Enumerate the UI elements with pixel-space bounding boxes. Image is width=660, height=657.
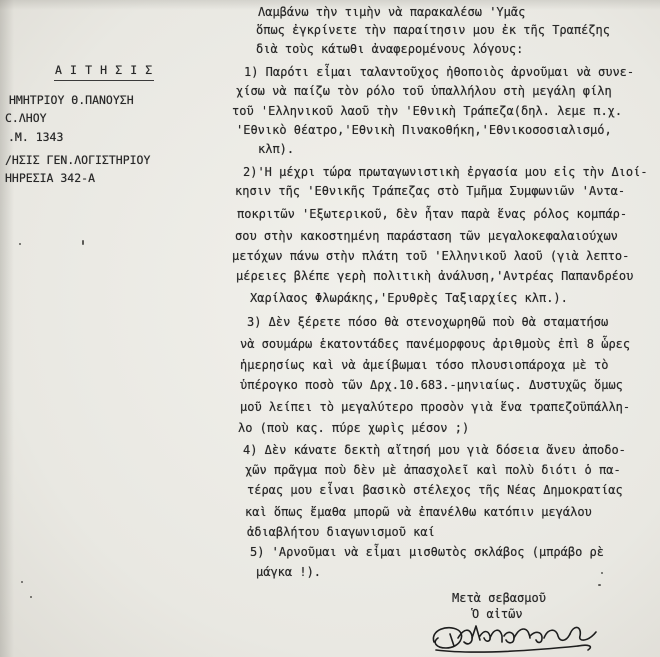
body-line: τοῦ 'Ελληνικοῦ λαοῦ τὴν 'Εθνικὴ Τράπεζα(δηλ. λεμε π.χ. xyxy=(232,104,623,118)
body-line: ὅπως ἐγκρίνετε τὴν παραίτησιν μου ἐκ τῆς Τραπέζης xyxy=(256,23,611,37)
applicant-service: ΗΗΡΕΣΙΑ 342-Α xyxy=(5,171,96,185)
signer-label: Ὁ αἰτῶν xyxy=(472,607,523,621)
body-line: τέρας μου εἶναι βασικὸ στέλεχος τῆς Νέας Δημοκρατίας xyxy=(247,483,623,497)
body-line: μέρειες βλέπε γερὴ πολιτικὴ ἀνάλυση,'Αντρέας Παπανδρέου xyxy=(236,269,634,283)
closing-salutation: Μετὰ σεβασμοῦ xyxy=(452,591,546,605)
handwritten-signature xyxy=(428,616,608,656)
body-line: μάγκα !). xyxy=(256,565,322,579)
body-line: μοῦ λείπει τὸ μεγαλύτερο προσὸν γιὰ ἕνα τραπεζοϋπάλλη- xyxy=(240,400,631,414)
body-line: 2)'Η μέχρι τώρα πρωταγωνιστικὴ ἐργασία μου εἰς τὴν Διοί- xyxy=(243,165,648,179)
body-line: ὑπέρογκο ποσὸ τῶν Δρχ.10.683.-μηνιαίως. Δυστυχῶς ὅμως xyxy=(240,378,623,392)
body-line: σου στὴν κακοστημένη παράσταση τῶν μεγαλοκεφαλαιούχων xyxy=(235,229,618,243)
paper-speck xyxy=(601,572,603,574)
body-line: κλπ). xyxy=(258,142,295,156)
body-line: λο (ποὺ κας. πύρε χωρὶς μέσον ;) xyxy=(238,421,470,435)
body-line: ἀδιαβλήτου διαγωνισμοῦ καί xyxy=(247,525,435,539)
document-title: Α Ι Τ Η Σ Ι Σ xyxy=(55,63,153,77)
body-line: νὰ σουμάρω ἑκατοντάδες πανέμορφους ἀριθμοὺς ἐπὶ 8 ὧρες xyxy=(240,337,631,351)
body-line: μετόχων πάνω στὴν πλάτη τοῦ 'Ελληνικοῦ λαοῦ (γιὰ λεπτο- xyxy=(232,249,630,263)
body-line: 5) 'Αρνοῦμαι νὰ εἶμαι μισθωτὸς σκλάβος (μπράβο ρὲ xyxy=(250,545,605,559)
body-line: καὶ ὅπως ἔμαθα μπορῶ νὰ ἐπανέλθω κατόπιν μεγάλου xyxy=(245,505,592,519)
applicant-name: ΗΜΗΤΡΙΟΥ Θ.ΠΑΝΟΥΣΗ xyxy=(9,93,134,107)
body-line: Χαρίλαος Φλωράκης,'Ερυθρὲς Ταξιαρχίες κλπ.). xyxy=(250,291,568,305)
paper-speck xyxy=(21,581,23,583)
body-line: χῶν πρᾶγμα ποὺ δὲν μὲ ἀπασχολεῖ καὶ πολὺ διότι ὁ πα- xyxy=(245,463,621,477)
body-line: Λαμβάνω τὴν τιμὴν νὰ παρακαλέσω 'Υμᾶς xyxy=(258,5,526,19)
body-line: 3) Δὲν ξέρετε πόσο θὰ στενοχωρηθῶ ποὺ θὰ σταματήσω xyxy=(247,315,609,329)
body-line: 4) Δὲν κάνατε δεκτὴ αἴτησή μου γιὰ δόσεια ἄνευ ἀποδο- xyxy=(243,443,626,457)
applicant-department: /ΗΣΙΣ ΓΕΝ.ΛΟΓΙΣΤΗΡΙΟΥ xyxy=(5,153,151,167)
applicant-position: Ϲ.ΛΗΟΥ xyxy=(5,111,47,125)
title-underline xyxy=(54,80,154,81)
applicant-registry-number: .Μ. 1343 xyxy=(8,130,64,144)
body-line: διὰ τοὺς κάτωθι ἀναφερομένους λόγους: xyxy=(256,42,524,56)
paper-speck xyxy=(19,243,21,245)
paper-speck xyxy=(30,596,32,598)
body-line: ποκριτῶν 'Εξωτερικοῦ, δὲν ἦταν παρὰ ἕνας ρόλος κομπάρ- xyxy=(237,207,628,221)
body-line: 1) Παρότι εἶμαι ταλαντοῦχος ἠθοποιὸς ἀρνοῦμαι νὰ συνε- xyxy=(244,65,635,79)
body-line: χίσω νὰ παίζω τὸν ρόλο τοῦ ὑπαλλήλου στὴ μεγάλη φίλη xyxy=(236,84,612,98)
body-line: ἡμερησίως καὶ νὰ ἀμείβωμαι τόσο πλουσιοπάροχα μὲ τὸ xyxy=(240,358,609,372)
paper-speck xyxy=(82,240,84,245)
body-line: κησιν τῆς 'Εθνικῆς Τράπεζας στὸ Τμῆμα Συμφωνιῶν 'Αντα- xyxy=(235,184,626,198)
paper-speck xyxy=(598,584,601,586)
body-line: 'Εθνικὸ θέατρο,'Εθνικὴ Πινακοθήκη,'Εθνικοσοσιαλισμό, xyxy=(236,123,612,137)
